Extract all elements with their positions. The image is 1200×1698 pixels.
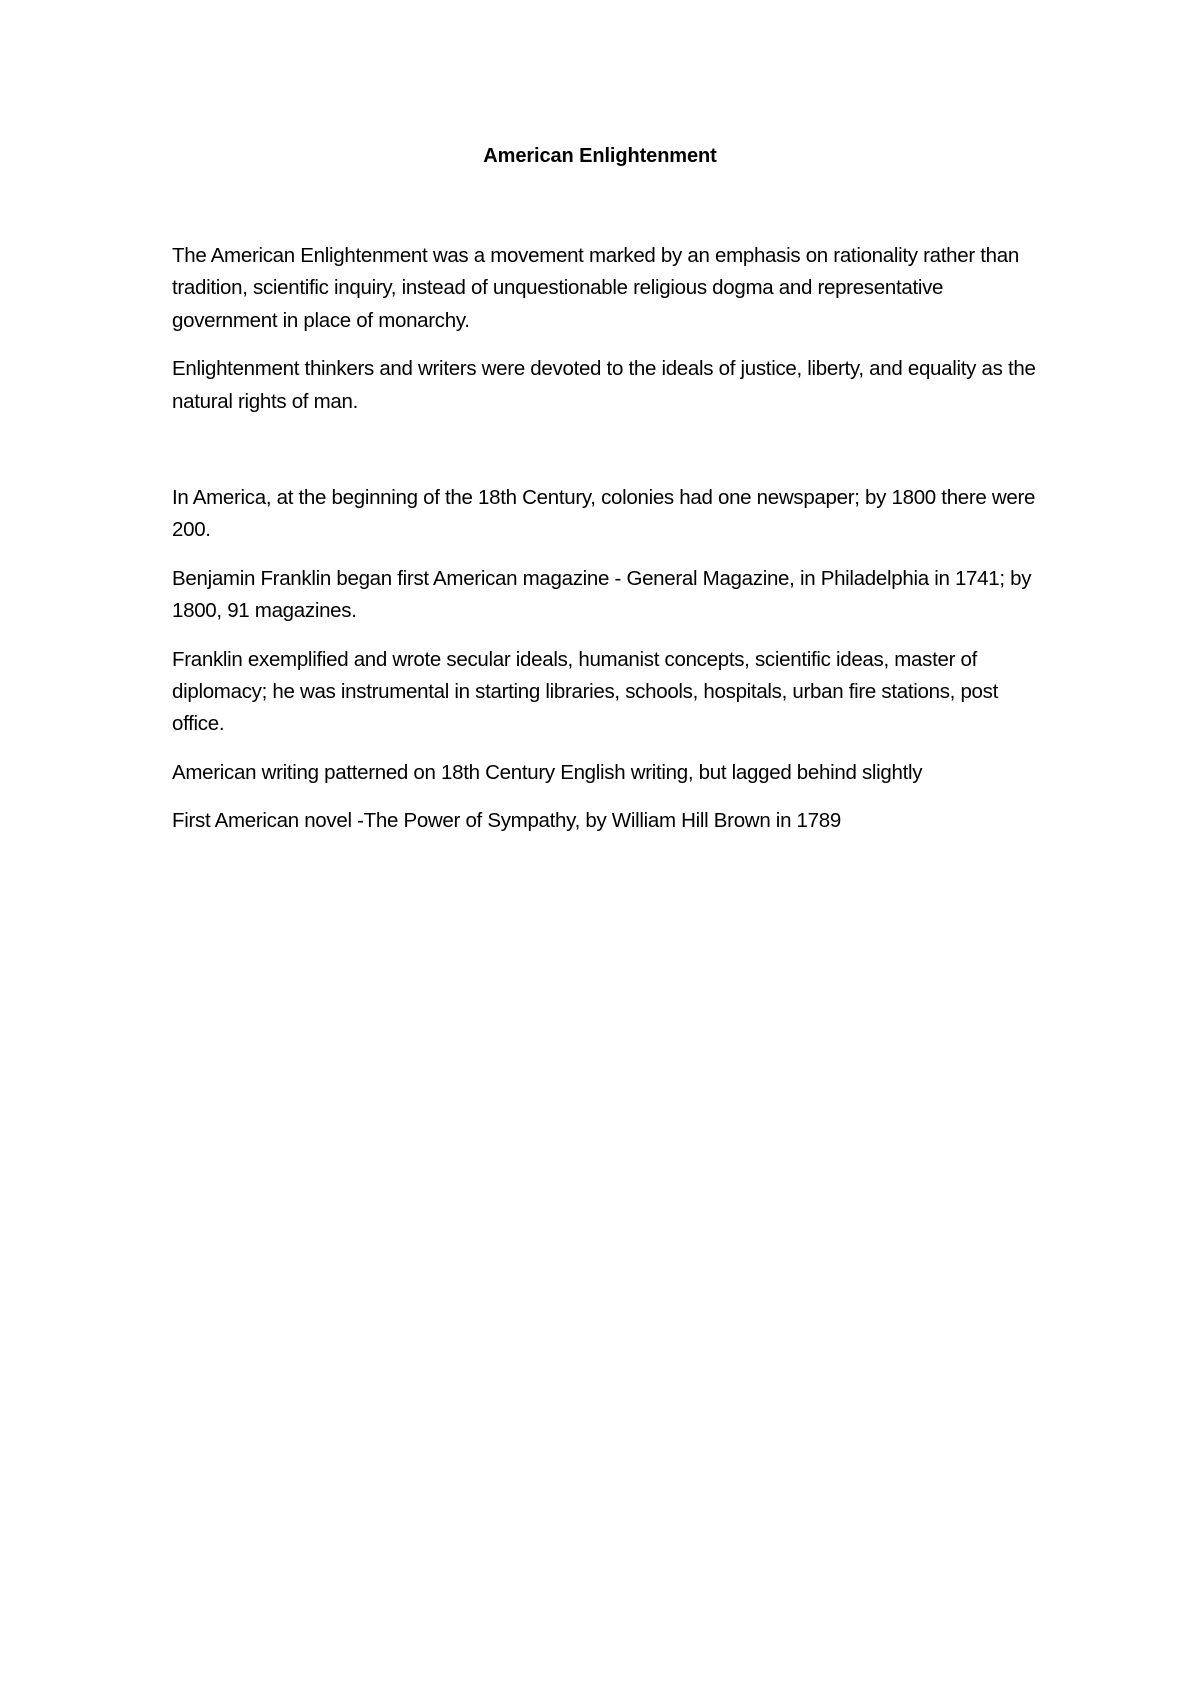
document-body: [172, 240, 1042, 854]
paragraph-spacer: [172, 434, 1042, 482]
paragraph-enlightenment-definition: The American Enlightenment was a movement marked by an emphasis on rationality rather than tradition, scientific inquiry, instead of unquestionable religious dogma and representative government in place of monarchy.: [172, 244, 1019, 332]
paragraph-franklin-ideals: Franklin exemplified and wrote secular ideals, humanist concepts, scientific ideas, master of diplomacy; he was instrumental in starting libraries, schools, hospitals, urban fire stations, post office.: [172, 647, 999, 736]
paragraph-american-writing: American writing patterned on 18th Century English writing, but lagged behind slightly: [172, 760, 923, 784]
paragraph-franklin-magazine: Benjamin Franklin began first American magazine - General Magazine, in Philadelphia in 1741; by 1800, 91 magazines.: [172, 566, 1032, 623]
paragraph-enlightenment-ideals: Enlightenment thinkers and writers were devoted to the ideals of justice, liberty, and equality as the natural rights of man.: [172, 357, 1036, 413]
paragraph-newspapers: In America, at the beginning of the 18th Century, colonies had one newspaper; by 1800 there were 200.: [172, 486, 1036, 542]
paragraph-first-novel: First American novel -The Power of Sympathy, by William Hill Brown in 1789: [172, 809, 841, 833]
document-title: American Enlightenment: [483, 145, 717, 167]
